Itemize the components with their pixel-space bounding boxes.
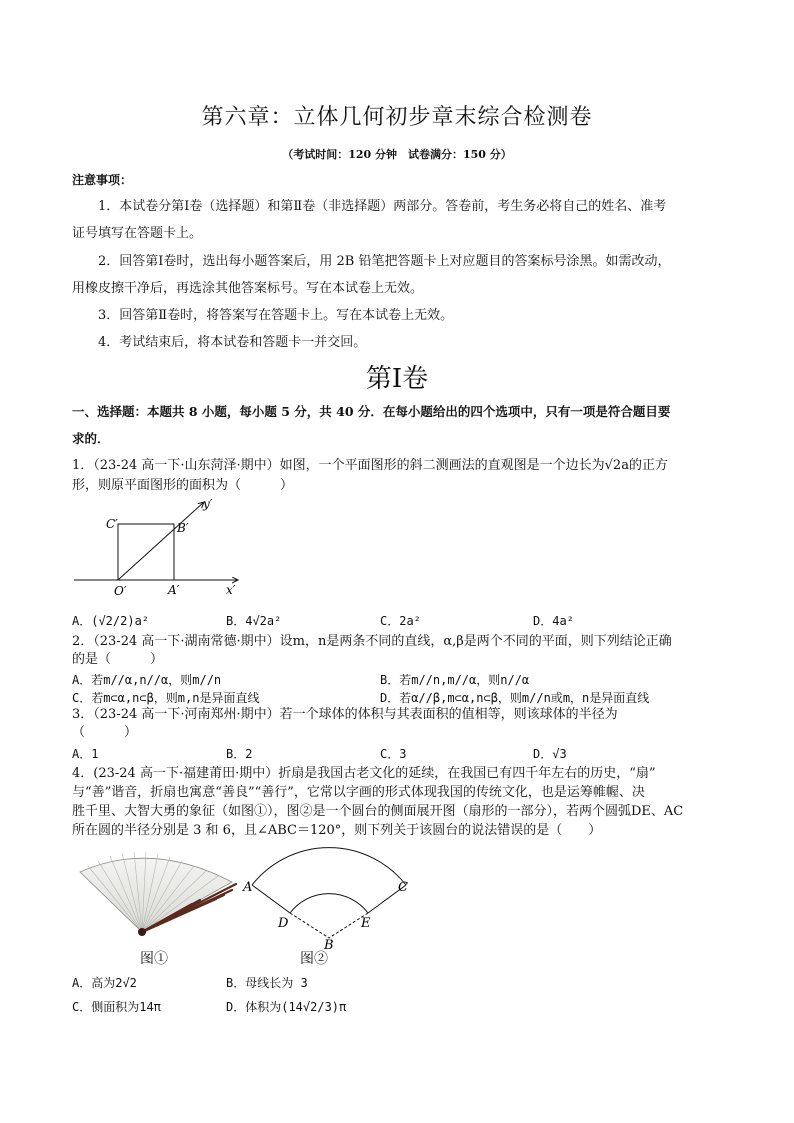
question-2-text: 2．（23-24 高一下·湖南常德·期中）设m，n是两条不同的直线，α,β是两个不同的平面，则下列结论正确 (72, 634, 672, 649)
option-b: B．若m//n,m//α，则n//α (380, 673, 530, 687)
question-4-text: 所在圆的半径分别是 3 和 6，且∠ABC＝120°，则下列关于该圆台的说法错误的是（ ） (72, 823, 602, 838)
notice-line: 4．考试结束后，将本试卷和答题卡一并交回。 (98, 335, 367, 350)
label-d: D (278, 916, 289, 931)
label-e: E (361, 916, 371, 931)
figure-2-caption: 图② (300, 951, 328, 967)
option-d: D．√3 (533, 747, 567, 761)
label-c: C (398, 880, 408, 895)
question-1-text: 1．（23-24 高一下·山东菏泽·期中）如图，一个平面图形的斜二测画法的直观图是一个边长为√2a的正方 (72, 458, 668, 473)
label-a: A′ (168, 583, 180, 597)
label-y: y′ (203, 497, 213, 511)
question-1-text: 形，则原平面图形的面积为（ ） (72, 478, 294, 493)
option-d: D．4a² (533, 614, 574, 628)
option-b: B．母线长为 3 (226, 976, 308, 990)
square (118, 524, 174, 580)
notice-heading: 注意事项： (72, 173, 133, 187)
notice-line: 2．回答第Ⅰ卷时，选出每小题答案后，用 2B 铅笔把答题卡上对应题目的答案标号涂黑。如需改动， (98, 254, 671, 269)
option-a: A．(√2/2)a² (72, 614, 150, 628)
sector-figure (240, 840, 420, 950)
option-b: B．2 (226, 747, 253, 761)
section-instruction: 一、选择题：本题共 8 小题，每小题 5 分，共 40 分．在每小题给出的四个选项中，只有一项是符合题目要 (72, 404, 671, 419)
label-c: C′ (106, 517, 118, 531)
question-2-text: 的是（ ） (72, 652, 164, 667)
question-4-text: 胜千里、大智大勇的象征（如图①），图②是一个圆台的侧面展开图（扇形的一部分），若两个圆弧DE、AC (72, 804, 684, 819)
section-instruction: 求的． (72, 431, 110, 446)
question-3-text: （ ） (72, 725, 138, 740)
section-title: 第Ⅰ卷 (365, 364, 429, 394)
option-d: D．体积为(14√2/3)π (226, 1000, 347, 1014)
option-d: D．若α//β,m⊂α,n⊂β，则m//n或m，n是异面直线 (380, 691, 650, 705)
notice-line: 用橡皮擦干净后，再选涂其他答案标号。写在本试卷上无效。 (72, 281, 424, 296)
question-3-text: 3．（23-24 高一下·河南郑州·期中）若一个球体的体积与其表面积的值相等，则该球体的半径为 (72, 707, 618, 722)
label-x: x′ (226, 583, 236, 597)
arc-ac (252, 848, 406, 885)
option-c: C．侧面积为14π (72, 1000, 161, 1014)
arc-de (290, 894, 368, 913)
label-o: O′ (114, 584, 127, 598)
question-4-text: 4．(23-24 高一下·福建莆田·期中）折扇是我国古老文化的延续，在我国已有四千年左右的历史，“扇” (72, 766, 656, 781)
option-a: A．1 (72, 747, 99, 761)
y-axis (118, 502, 204, 580)
figure-1-caption: 图① (140, 951, 168, 967)
notice-line: 3．回答第Ⅱ卷时，将答案写在答题卡上。写在本试卷上无效。 (98, 308, 454, 323)
notice-line: 证号填写在答题卡上。 (72, 226, 203, 241)
option-b: B．4√2a² (226, 614, 282, 628)
option-a: A．高为2√2 (72, 976, 137, 990)
label-b: B (324, 938, 334, 950)
question-1-figure (70, 494, 250, 606)
page-title: 第六章：立体几何初步章末综合检测卷 (201, 105, 593, 130)
option-a: A．若m//α,n//α，则m//n (72, 673, 222, 687)
label-b: B′ (177, 521, 189, 535)
exam-info: （考试时间：120 分钟 试卷满分：150 分） (282, 148, 512, 161)
question-4-text: 与“善”谐音，折扇也寓意“善良”“善行”，它常以字画的形式体现我国的传统文化，也是运筹帷幄、决 (72, 785, 645, 800)
option-c: C．若m⊂α,n⊂β，则m,n是异面直线 (72, 691, 260, 705)
option-c: C．3 (380, 747, 407, 761)
notice-line: 1．本试卷分第Ⅰ卷（选择题）和第Ⅱ卷（非选择题）两部分。答卷前，考生务必将自己的姓名、准考 (98, 199, 667, 214)
folding-fan-figure (72, 842, 240, 942)
label-a: A (243, 880, 253, 895)
option-c: C．2a² (380, 614, 421, 628)
